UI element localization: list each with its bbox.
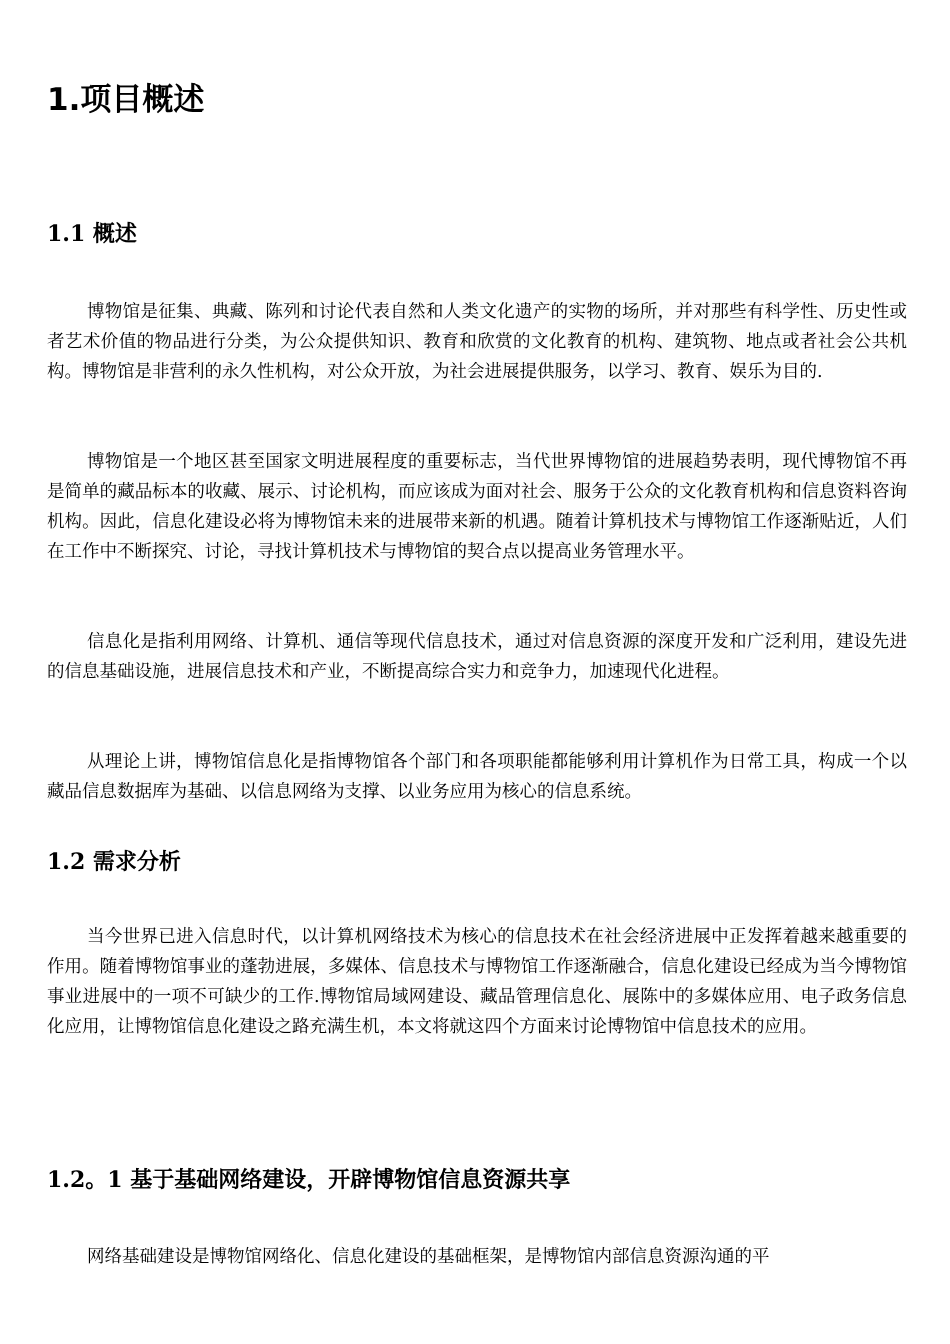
paragraph: 从理论上讲，博物馆信息化是指博物馆各个部门和各项职能都能够利用计算机作为日常工具，构成一个以藏品信息数据库为基础、以信息网络为支撑、以业务应用为核心的信息系统。 [47,752,907,802]
paragraph: 博物馆是一个地区甚至国家文明进展程度的重要标志，当代世界博物馆的进展趋势表明，现代博物馆不再是简单的藏品标本的收藏、展示、讨论机构，而应该成为面对社会、服务于公众的文化教育机构和信息资料咨询机构。因此，信息化建设必将为博物馆未来的进展带来新的机遇。随着计算机技术与博物馆工作逐渐贴近，人们在工作中不断探究、讨论，寻找计算机技术与博物馆的契合点以提高业务管理水平。 [47,452,907,562]
paragraph: 博物馆是征集、典藏、陈列和讨论代表自然和人类文化遗产的实物的场所，并对那些有科学性、历史性或者艺术价值的物品进行分类，为公众提供知识、教育和欣赏的文化教育的机构、建筑物、地点或者社会公共机构。博物馆是非营利的永久性机构，对公众开放，为社会进展提供服务，以学习、教育、娱乐为目的. [47,302,907,382]
paragraph: 网络基础建设是博物馆网络化、信息化建设的基础框架，是博物馆内部信息资源沟通的平 [87,1247,770,1267]
section-heading-overview: 1.1 概述 [47,221,137,247]
document-title: 1.项目概述 [47,82,205,118]
subsection-heading-network: 1.2。1 基于基础网络建设，开辟博物馆信息资源共享 [47,1167,571,1193]
paragraph: 当今世界已进入信息时代，以计算机网络技术为核心的信息技术在社会经济进展中正发挥着越来越重要的作用。随着博物馆事业的蓬勃进展，多媒体、信息技术与博物馆工作逐渐融合，信息化建设已经成为当今博物馆事业进展中的一项不可缺少的工作.博物馆局域网建设、藏品管理信息化、展陈中的多媒体应用、电子政务信息化应用，让博物馆信息化建设之路充满生机，本文将就这四个方面来讨论博物馆中信息技术的应用。 [47,927,907,1037]
paragraph: 信息化是指利用网络、计算机、通信等现代信息技术，通过对信息资源的深度开发和广泛利用，建设先进的信息基础设施，进展信息技术和产业，不断提高综合实力和竞争力，加速现代化进程。 [47,632,907,682]
section-heading-requirements: 1.2 需求分析 [47,849,181,875]
